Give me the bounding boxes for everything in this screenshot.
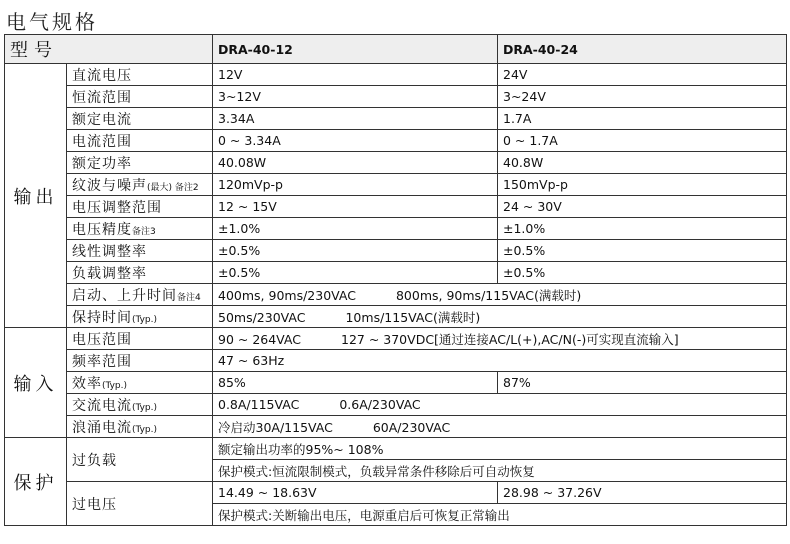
table-row xyxy=(5,394,787,416)
cell-span: 保护模式:恒流限制模式，负载异常条件移除后可自动恢复 xyxy=(213,460,787,482)
cell-a: 120mVp-p xyxy=(213,174,498,196)
cell-b: 3~24V xyxy=(498,86,787,108)
model-label: 型号 xyxy=(5,35,213,64)
row-label: 恒流范围 xyxy=(67,86,213,108)
table-row xyxy=(5,174,787,196)
cell-b: ±1.0% xyxy=(498,218,787,240)
cell-b: 24 ~ 30V xyxy=(498,196,787,218)
value-1: 冷启动30A/115VAC xyxy=(218,419,333,435)
cell-b: 87% xyxy=(498,372,787,394)
row-label: 负载调整率 xyxy=(67,262,213,284)
value-2: 60A/230VAC xyxy=(372,419,451,435)
cell-a: ±0.5% xyxy=(213,262,498,284)
table-row xyxy=(5,240,787,262)
cell-b: 24V xyxy=(498,64,787,86)
row-label-text: 效率 xyxy=(72,375,102,392)
row-label: 电压范围 xyxy=(67,328,213,350)
row-label: 过负载 xyxy=(67,438,213,482)
cell-b: 0 ~ 1.7A xyxy=(498,130,787,152)
row-label-text: 直流电压 xyxy=(72,67,132,84)
row-label: 额定功率 xyxy=(67,152,213,174)
row-label-text: 保持时间 xyxy=(72,309,132,326)
value-1: 0.8A/115VAC xyxy=(218,397,300,412)
table-row xyxy=(5,328,787,350)
value-2: 127 ~ 370VDC[通过连接AC/L(+),AC/N(-)可实现直流输入] xyxy=(341,331,679,347)
row-label-text: 启动、上升时间 xyxy=(72,287,177,304)
table-row xyxy=(5,482,787,504)
table-row xyxy=(5,64,787,86)
row-note: (Typ.) xyxy=(102,380,128,391)
table-row xyxy=(5,130,787,152)
table-header-row xyxy=(5,35,787,64)
row-note: (最大) 备注2 xyxy=(147,182,199,193)
table-row xyxy=(5,152,787,174)
row-label xyxy=(67,394,213,416)
table-row xyxy=(5,416,787,438)
value-1: 50ms/230VAC xyxy=(218,309,306,325)
table-row xyxy=(5,284,787,306)
row-label: 电流范围 xyxy=(67,130,213,152)
group-protect: 保护 xyxy=(5,438,67,526)
row-label xyxy=(67,306,213,328)
row-label xyxy=(67,174,213,196)
cell-b: ±0.5% xyxy=(498,262,787,284)
row-note: 备注3 xyxy=(132,226,156,237)
row-label: 电压调整范围 xyxy=(67,196,213,218)
table-row xyxy=(5,196,787,218)
row-note: (Typ.) xyxy=(132,402,158,413)
cell-a: ±0.5% xyxy=(213,240,498,262)
row-label xyxy=(67,64,213,86)
row-label xyxy=(67,218,213,240)
cell-a: 85% xyxy=(213,372,498,394)
row-label-text: 电压精度 xyxy=(72,221,132,238)
cell-b: 150mVp-p xyxy=(498,174,787,196)
cell-a: 3~12V xyxy=(213,86,498,108)
group-input: 输入 xyxy=(5,328,67,438)
cell-span: 额定输出功率的95%~ 108% xyxy=(213,438,787,460)
value-2: 800ms, 90ms/115VAC(满载时) xyxy=(395,287,582,303)
cell-span xyxy=(213,284,787,306)
table-row xyxy=(5,438,787,460)
cell-span xyxy=(213,416,787,438)
row-note: (Typ.) xyxy=(132,424,158,435)
cell-a: 12 ~ 15V xyxy=(213,196,498,218)
cell-span: 保护模式:关断输出电压，电源重启后可恢复正常输出 xyxy=(213,504,787,526)
cell-a: 40.08W xyxy=(213,152,498,174)
row-note: (Typ.) xyxy=(132,314,158,325)
cell-span xyxy=(213,306,787,328)
cell-a: 12V xyxy=(213,64,498,86)
model-b: DRA-40-24 xyxy=(498,35,787,64)
table-row xyxy=(5,262,787,284)
row-note: 备注4 xyxy=(177,292,201,303)
table-row xyxy=(5,108,787,130)
value-2: 10ms/115VAC(满载时) xyxy=(345,309,481,325)
table-row xyxy=(5,306,787,328)
spec-table xyxy=(4,34,787,526)
row-label-text: 交流电流 xyxy=(72,397,132,414)
table-row xyxy=(5,350,787,372)
cell-span xyxy=(213,328,787,350)
group-output: 输出 xyxy=(5,64,67,328)
cell-a: ±1.0% xyxy=(213,218,498,240)
row-label: 线性调整率 xyxy=(67,240,213,262)
row-label: 过电压 xyxy=(67,482,213,526)
row-label-text: 浪涌电流 xyxy=(72,419,132,436)
cell-b: 28.98 ~ 37.26V xyxy=(498,482,787,504)
value-1: 90 ~ 264VAC xyxy=(218,331,301,347)
cell-a: 0 ~ 3.34A xyxy=(213,130,498,152)
table-row xyxy=(5,218,787,240)
value-2: 0.6A/230VAC xyxy=(339,397,421,412)
value-1: 400ms, 90ms/230VAC xyxy=(218,287,356,303)
row-label-text: 纹波与噪声 xyxy=(72,177,147,194)
cell-b: ±0.5% xyxy=(498,240,787,262)
cell-a: 14.49 ~ 18.63V xyxy=(213,482,498,504)
row-label xyxy=(67,416,213,438)
row-label: 额定电流 xyxy=(67,108,213,130)
table-row xyxy=(5,86,787,108)
model-a: DRA-40-12 xyxy=(213,35,498,64)
row-label xyxy=(67,372,213,394)
cell-span: 47 ~ 63Hz xyxy=(213,350,787,372)
page-title: 电气规格 xyxy=(6,10,98,34)
row-label xyxy=(67,284,213,306)
cell-b: 40.8W xyxy=(498,152,787,174)
cell-span xyxy=(213,394,787,416)
cell-a: 3.34A xyxy=(213,108,498,130)
table-row xyxy=(5,372,787,394)
row-label: 频率范围 xyxy=(67,350,213,372)
cell-b: 1.7A xyxy=(498,108,787,130)
